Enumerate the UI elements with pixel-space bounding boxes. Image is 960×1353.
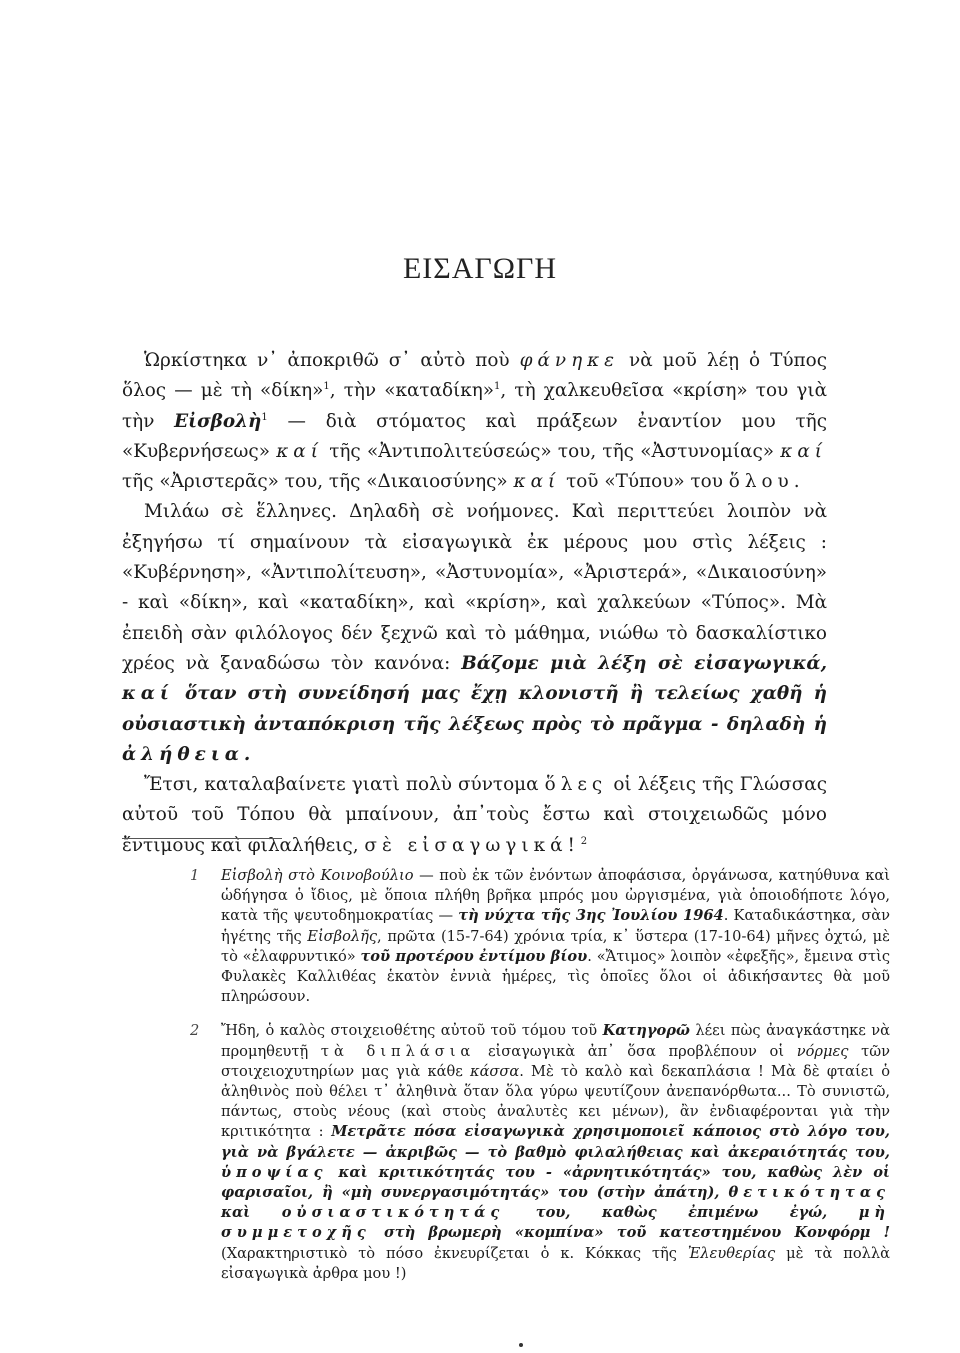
text-run: μὲ τὰ πολλὰ εἰσαγωγικὰ ἀρθρα μου !) xyxy=(221,1244,890,1282)
text-run: τῆς «Ἀντιπολιτεύσεώς» του, τῆς «Ἀστυνομίας» xyxy=(322,440,781,462)
footnote xyxy=(190,866,890,1007)
footnote-ref: 1 xyxy=(323,381,330,393)
paragraph xyxy=(122,497,827,770)
text-run: τοῦ «Τύπου» του xyxy=(560,471,729,493)
main-text xyxy=(122,346,827,861)
text-run: . «Ἄτιμος» λοιπὸν «ἐφεξῆς», ἔμεινα στὶς Φυλακὲς Καλλιθέας ἑκατὸν ἐννιὰ ἡμέρες, τὶς ὁποῖες ὅλοι οἱ ἀδικήσαντες θὰ μοῦ πληρώσουν. xyxy=(221,947,890,1006)
text-run: ὅλες xyxy=(544,774,608,796)
text-run: . xyxy=(243,743,251,765)
text-run: τὴ νύχτα τῆς 3ης Ἰουλίου 1964 xyxy=(458,907,724,925)
text-run: ὅταν στὴ συνείδησή μας ἔχῃ κλονιστῆ ἢ τελείως χαθῆ ἡ οὐσιαστικὴ ἀνταπόκριση τῆς λέξεως πρὸς τὸ πρᾶγμα - δηλαδὴ ἡ xyxy=(122,683,827,735)
text-run: , τὴ χαλκευθεῖσα «κρίση» του γιὰ τὴν xyxy=(122,380,827,432)
text-run: Μιλάω σὲ ἕλληνες. Δηλαδὴ σὲ νοήμονες. Καὶ περιττεύει λοιπὸν νὰ ἐξηγήσω τί σημαίνουν τὰ εἰσαγωγικὰ ἐκ μέρους μου στὶς λέξεις : «Κυβέρνηση», «Ἀντιπολίτευση», «Ἀστυνομία», «Ἀριστερά», «Δικαιοσύνη» - καὶ «δίκη», καὶ «καταδίκη», καὶ «κρίση», καὶ χαλκεύων «Τύπος». Μὰ ἐπειδὴ σὰν φιλόλογος δέν ξεχνῶ καὶ τὸ μάθημα, νιώθω τὸ δασκαλίστικο χρέος νὰ ξαναδώσω τὸν κανόνα: xyxy=(122,501,827,674)
text-run: Εἰσβολῆς xyxy=(307,927,378,945)
footnotes xyxy=(190,866,890,1298)
text-run: τῶν στοιχειοχυτηρίων μας γιὰ κάθε xyxy=(221,1042,890,1080)
text-run: . xyxy=(793,471,800,493)
text-run: — ποὺ ἐκ τῶν ἐνόντων ἀποφάσισα, ὀργάνωσα, κατηύθυνα καὶ ὡδήγησα ὁ ἴδιος, μὲ ὅποια πλήθη βρῆκα μπρός μου ὠργισμένα, γιὰ ὁποιοδήποτε λόγο, κατὰ τῆς ψευτοδημοκρατίας — xyxy=(221,867,890,925)
text-run: λέει πὼς ἀναγκάστηκε νὰ προμηθευτῇ xyxy=(221,1022,891,1060)
text-run: Ἐλευθερίας xyxy=(687,1244,776,1262)
text-run: (Χαρακτηριστικὸ τὸ πόσο ἐκνευρίζεται ὁ κ. Κόκκας τῆς xyxy=(221,1244,688,1262)
text-run: , πρῶτα (15-7-64) χρόνια τρία, κ᾽ ὕστερα (17-10-64) μῆνες ὀχτώ, μὲ τὸ «ἐλαφρυντικό» xyxy=(221,927,890,965)
text-run: καί xyxy=(122,683,174,705)
text-run: ὅλου xyxy=(728,471,794,493)
footnote-number: 1 xyxy=(190,867,200,884)
text-run: κάσσα xyxy=(470,1062,520,1080)
text-run: καί xyxy=(513,471,561,493)
text-run: του, καθὼς ἐπιμένω ἐγώ, xyxy=(504,1204,859,1222)
text-run: νὰ μοῦ λέῃ ὁ Τύπος ὅλος — μὲ τὴ «δίκη» xyxy=(122,350,827,402)
text-run: Μετρᾶτε πόσα εἰσαγωγικὰ χρησιμοποιεῖ κάποιος στὸ λόγο του, γιὰ νὰ βγάλετε — ἀκριβῶς — τὸ βαθμὸ φιλαλήθειας καὶ ἀκεραιότητάς του, xyxy=(221,1123,890,1161)
text-run: τοῦ προτέρου ἐντίμου βίου xyxy=(360,947,588,965)
text-run: . Καταδικάστηκα, σὰν ἡγέτης τῆς xyxy=(221,907,891,945)
footnote-ref: 2 xyxy=(580,835,588,847)
text-run: καί xyxy=(780,440,827,462)
text-run: Ὡρκίστηκα ν᾽ ἀποκριθῶ σ᾽ αὐτὸ ποὺ xyxy=(144,350,520,371)
text-run: Κατηγορῶ xyxy=(602,1022,690,1040)
text-run: θετικότητας xyxy=(728,1184,890,1202)
text-run: καὶ κριτικότητάς του - «ἀρνητικότητάς» του, καθὼς λὲν οἱ φαρισαῖοι, ἢ «μὴ συνεργασιμότητάς» του (στὴν ἀπάτη), xyxy=(221,1163,890,1202)
text-run: Βάζομε μιὰ λέξη σὲ εἰσαγωγικά, xyxy=(461,652,827,674)
text-run: Ἤδη, ὁ καλὸς στοιχειοθέτης αὐτοῦ τοῦ τόμου τοῦ xyxy=(221,1022,603,1040)
text-run: οὐσιαστικότητάς xyxy=(281,1204,505,1222)
footnote-number: 2 xyxy=(190,1022,200,1040)
page-mark xyxy=(519,1343,523,1347)
text-run: τῆς «Ἀριστερᾶς» του, τῆς «Δικαιοσύνης» xyxy=(122,471,514,493)
footnote-divider xyxy=(122,838,282,839)
text-run: οἱ λέξεις τῆς Γλώσσας αὐτοῦ τοῦ Τόπου θὰ μπαίνουν, ἀπ᾽τοὺς ἔστω καὶ στοιχειωδῶς μόνο ἔντιμους καὶ φιλαλήθεις, xyxy=(122,774,828,856)
paragraph xyxy=(122,346,827,497)
page-title: ΕΙΣΑΓΩΓΗ xyxy=(402,252,558,285)
footnote xyxy=(190,1021,890,1284)
text-run: καὶ xyxy=(221,1204,282,1222)
text-run: Εἰσβολὴ xyxy=(174,410,262,432)
text-run: ! xyxy=(567,834,581,856)
text-run: νόρμες xyxy=(796,1042,849,1060)
text-run: Εἰσβολὴ στὸ Κοινοβούλιο xyxy=(221,867,414,884)
text-run: . Μὲ τὸ καλὸ καὶ δεκαπλάσια ! Μὰ δὲ φταίει ὁ ἀληθινὸς ποὺ θέλει τ᾽ ἀληθινὰ ὅταν ὅλα γύρω ψευτίζουν ἀνεπανόρθωτα... Τὸ συνιστῶ, πάντως, στοὺς νέους (καὶ στοὺς ἀναλυτὲς κει μένων), ἂν ἐνδιαφέρονται γιὰ τὴν κριτικότητα : xyxy=(221,1062,890,1141)
text-run: μὴ συμμετοχῆς xyxy=(221,1204,891,1242)
paragraph xyxy=(122,770,827,861)
text-run: σὲ εἰσαγωγικά xyxy=(364,834,568,856)
text-run: ὑποψίας xyxy=(221,1163,328,1181)
footnote-ref: 1 xyxy=(261,411,268,423)
text-run: φάνηκε xyxy=(519,350,620,371)
text-run: Ἔτσι, καταλαβαίνετε γιατὶ πολὺ σύντομα xyxy=(144,774,545,796)
text-run: καί xyxy=(276,440,323,462)
text-run: στὴ βρωμερὴ «κομπίνα» τοῦ κατεστημένου Κονφόρμ ! xyxy=(370,1224,890,1242)
footnote-ref: 1 xyxy=(494,381,501,393)
text-run: ἀλήθεια xyxy=(122,743,244,765)
text-run: τὰ διπλάσια xyxy=(320,1042,476,1060)
text-run: εἰσαγωγικὰ ἀπ᾽ ὅσα προβλέπουν οἱ xyxy=(475,1042,797,1060)
text-run: , τὴν «καταδίκη» xyxy=(329,380,495,402)
text-run: — διὰ στόματος καὶ πράξεων ἐναντίον μου τῆς «Κυβερνήσεως» xyxy=(122,410,828,462)
